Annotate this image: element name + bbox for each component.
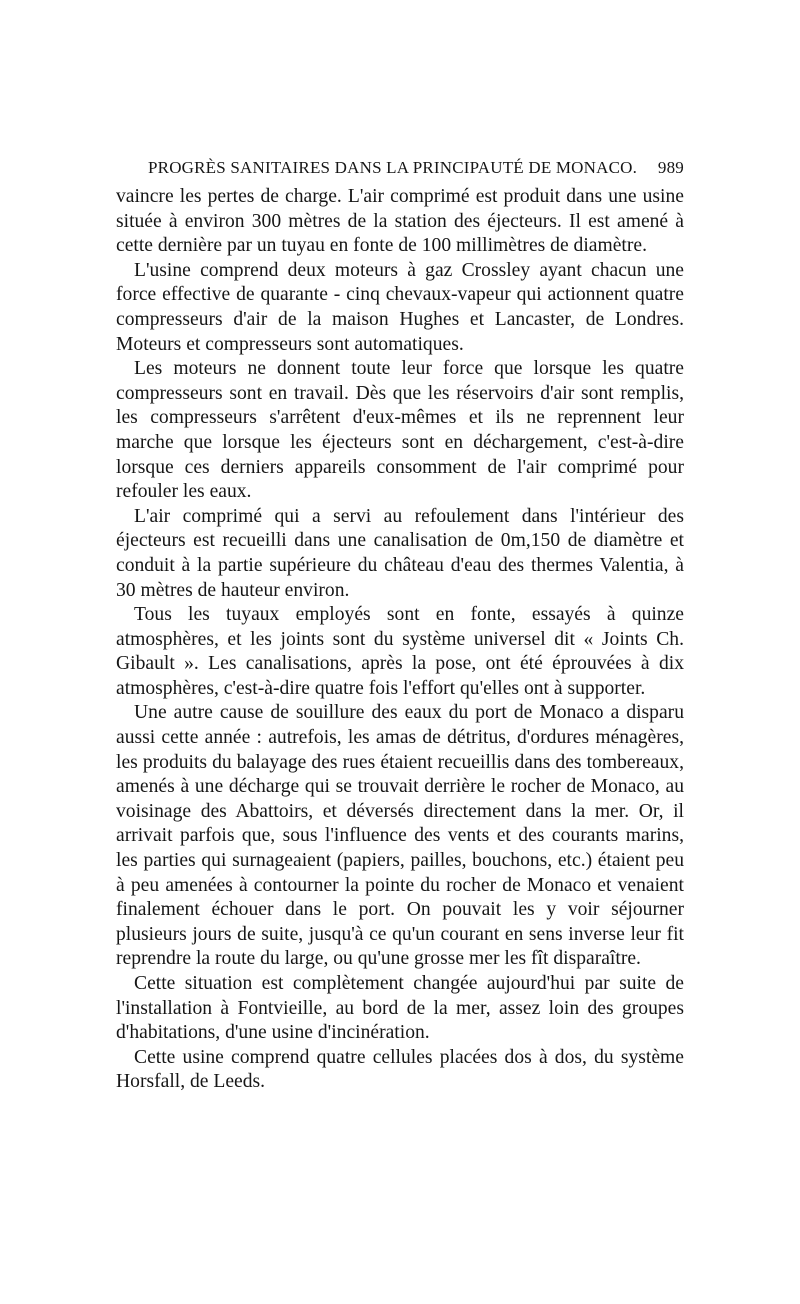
paragraph-usine-incineration: Cette usine comprend quatre cellules placées dos à dos, du système Horsfall, de Leeds. [116, 1046, 684, 1093]
paragraph-air-comprime: L'air comprimé qui a servi au refoulement dans l'intérieur des éjecteurs est recueilli dans une canalisation de 0m,150 de diamètre et conduit à la partie supérieure du château d'eau des thermes Valentia, à 30 mètres de hauteur environ. [116, 505, 684, 601]
paragraph-continuation: vaincre les pertes de charge. L'air comprimé est produit dans une usine située à environ 300 mètres de la station des éjecteurs. Il est amené à cette dernière par un tuyau en fonte de 100 millimètres de diamètre. [116, 186, 684, 257]
paragraph-situation: Cette situation est complètement changée aujourd'hui par suite de l'installation à Fontvieille, au bord de la mer, assez loin des groupes d'habitations, d'une usine d'incinération. [116, 973, 684, 1044]
running-head [148, 155, 684, 181]
paragraph-moteurs: Les moteurs ne donnent toute leur force que lorsque les quatre compresseurs sont en travail. Dès que les réservoirs d'air sont remplis, les compresseurs s'arrêtent d'eux-mêmes et ils ne reprennent leur marche que lorsque les éjecteurs sont en déchargement, c'est-à-dire lorsque ces derniers appareils consomment de l'air comprimé pour refouler les eaux. [116, 358, 684, 503]
paragraph-tuyaux: Tous les tuyaux employés sont en fonte, essayés à quinze atmosphères, et les joints sont du système universel dit « Joints Ch. Gibault ». Les canalisations, après la pose, ont été éprouvées à dix atmosphères, c'est-à-dire quatre fois l'effort qu'elles ont à supporter. [116, 604, 684, 699]
paragraph-souillure: Une autre cause de souillure des eaux du port de Monaco a disparu aussi cette année : autrefois, les amas de détritus, d'ordures ménagères, les produits du balayage des rues étaient recueillis dans des tombereaux, amenés à une décharge qui se trouvait derrière le rocher de Monaco, au voisinage des Abattoirs, et déversés directement dans la mer. Or, il arrivait parfois que, sous l'influence des vents et des courants marins, les parties qui surnageaient (papiers, pailles, bouchons, etc.) étaient peu à peu amenées à contourner la pointe du rocher de Monaco et venaient finalement échouer dans le port. On pouvait les y voir séjourner plusieurs jours de suite, jusqu'à ce qu'un courant en sens inverse leur fit reprendre la route du large, ou qu'une grosse mer les fît disparaître. [116, 702, 684, 970]
running-title: PROGRÈS SANITAIRES DANS LA PRINCIPAUTÉ DE MONACO. [148, 158, 638, 177]
paragraph-usine: L'usine comprend deux moteurs à gaz Crossley ayant chacun une force effective de quarante - cinq chevaux-vapeur qui actionnent quatre compresseurs d'air de la maison Hughes et Lancaster, de Londres. Moteurs et compresseurs sont automatiques. [116, 259, 684, 355]
body-text [116, 185, 684, 1095]
page-number: 989 [657, 158, 684, 177]
